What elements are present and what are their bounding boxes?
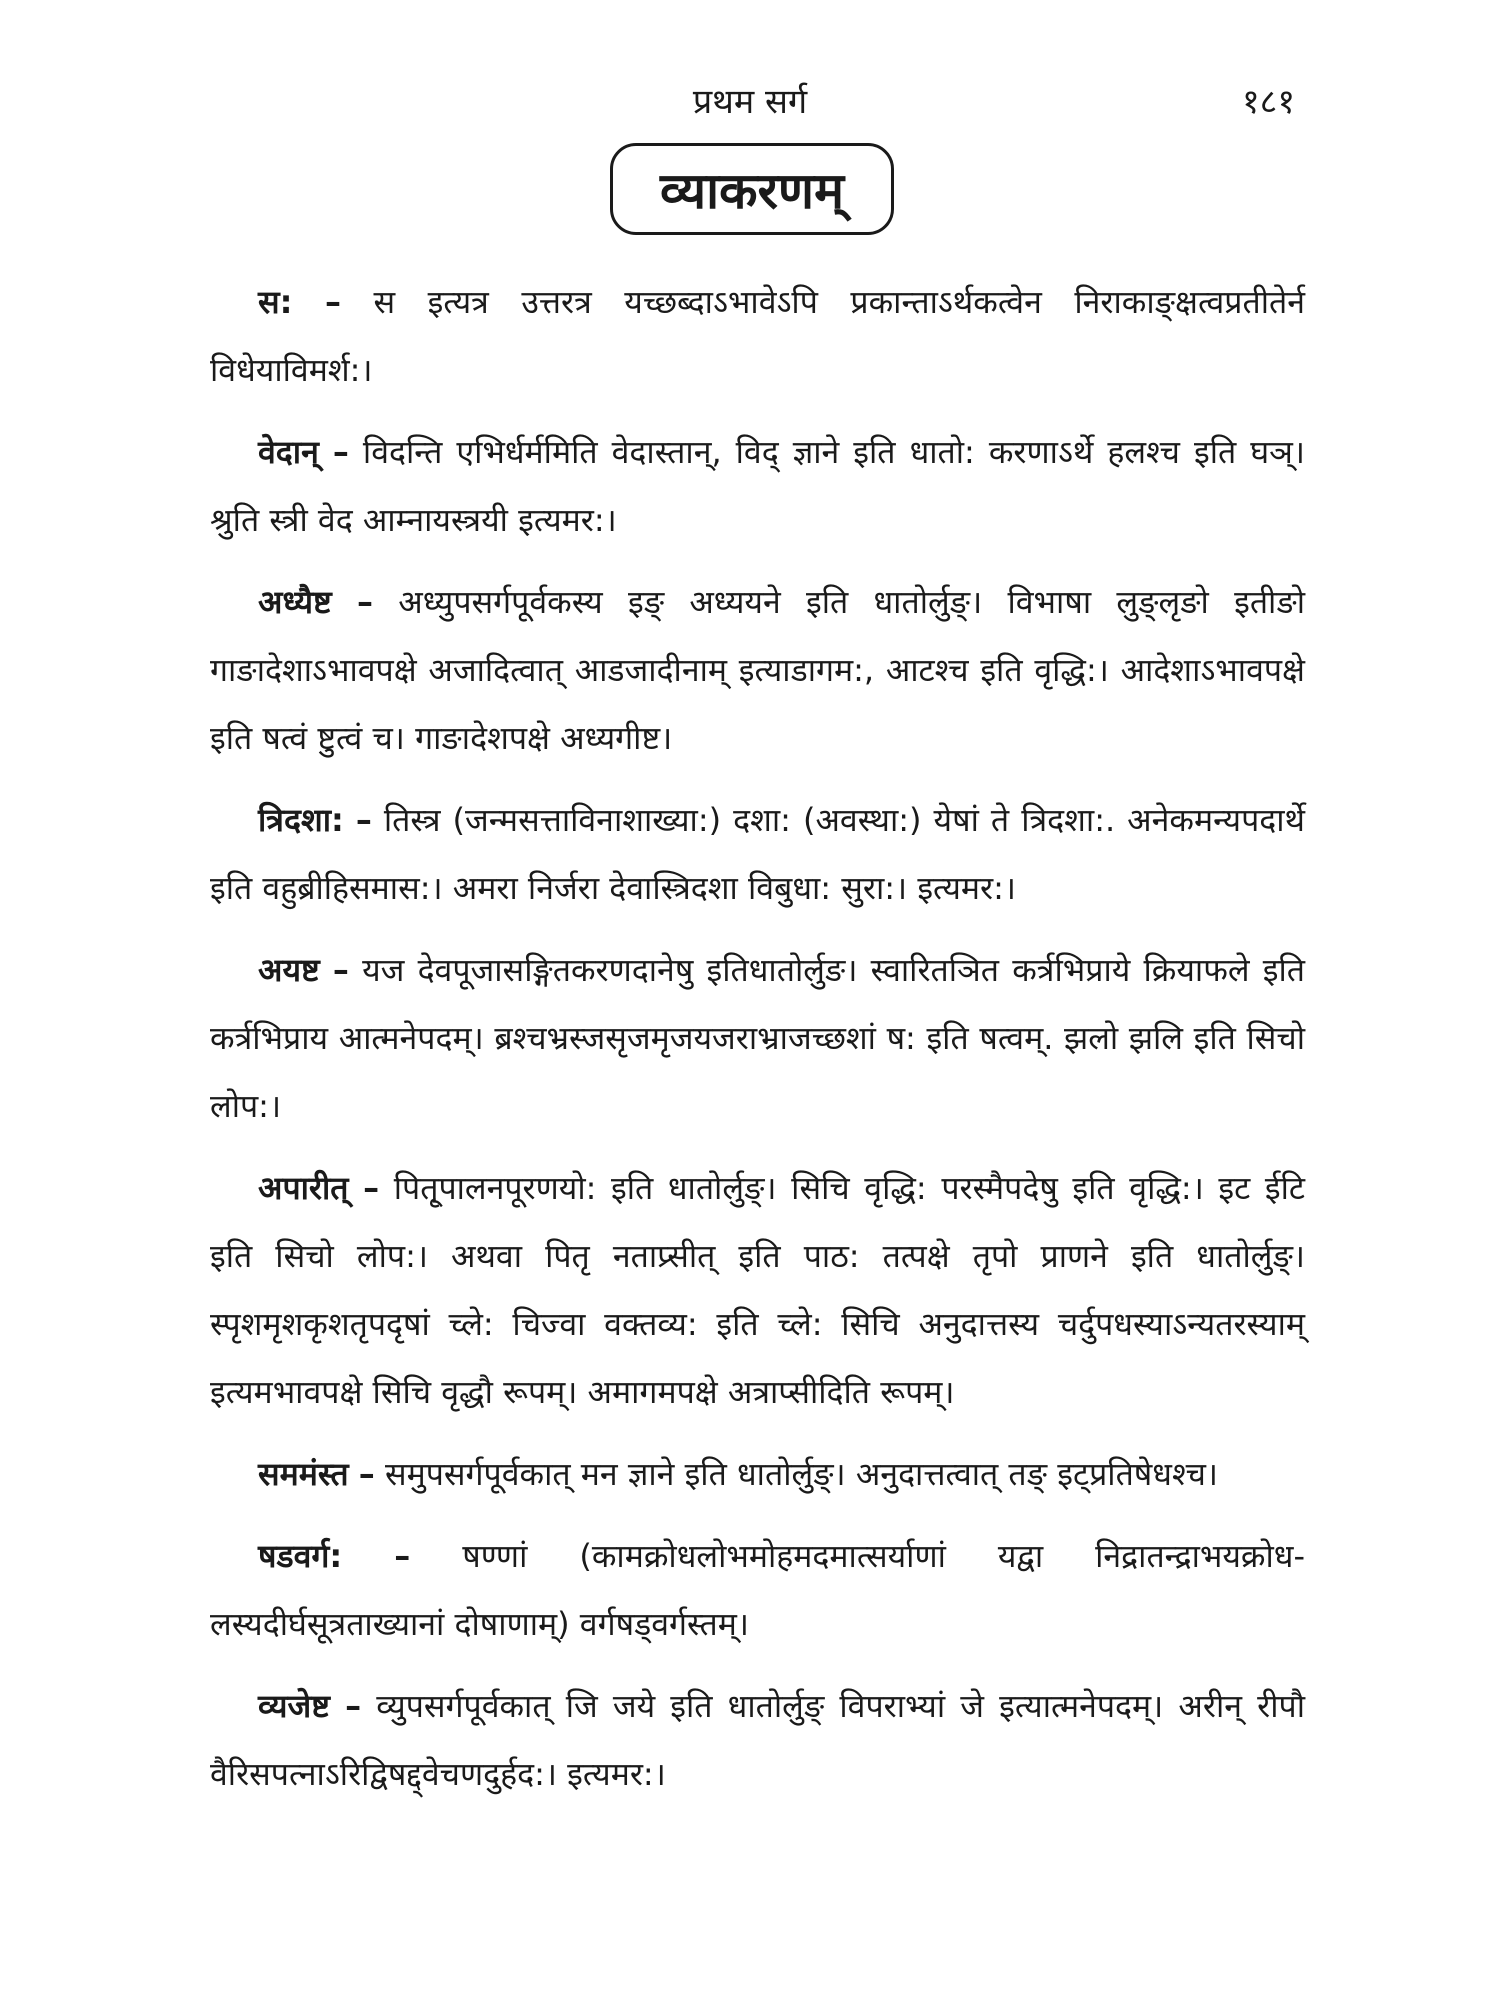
entry-shadvarga: षडवर्ग: – षण्णां (कामक्रोधलोभमोहमदमात्सर्याणां यद्वा निद्रातन्द्राभयक्रोध-लस्यदीर्घसूत्रताख्यानां दोषाणाम्) वर्गषड्वर्गस्तम्। [210,1537,1306,1643]
entry-text: षण्णां (कामक्रोधलोभमोहमदमात्सर्याणां यद्वा निद्रातन्द्राभयक्रोध-लस्यदीर्घसूत्रताख्यानां दोषाणाम्) वर्गषड्वर्गस्तम्। [210,1537,1306,1643]
entry-text: तिस्त्र (जन्मसत्ताविनाशाख्या:) दशा: (अवस्था:) येषां ते त्रिदशा:. अनेकमन्यपदार्थे इति वहुब्रीहिसमास:। अमरा निर्जरा देवास्त्रिदशा विबुधा: सुरा:। इत्यमर:। [210,801,1305,907]
entry-text: समुपसर्गपूर्वकात् मन ज्ञाने इति धातोर्लुङ्। अनुदात्तत्वात् तङ् इट्प्रतिषेधश्च। [384,1455,1219,1493]
entry-text: अध्युपसर्गपूर्वकस्य इङ् अध्ययने इति धातोर्लुङ्। विभाषा लुङ्लृङो इतीङो गाङादेशाऽभावपक्षे अजादित्वात् आडजादीनाम् इत्याडागम:, आटश्च इति वृद्धि:। आदेशाऽभावपक्षे इति षत्वं ष्टुत्वं च। गाङादेशपक्षे अध्यगीष्ट। [210,583,1306,757]
entry-aparit: अपारीत् – पितृ्पालनपूरणयो: इति धातोर्लुङ्। सिचि वृद्धि: परस्मैपदेषु इति वृद्धि:। इट ईटि इति सिचो लोप:। अथवा पितृ नताप्र्सीत् इति पाठ: तत्पक्षे तृपो प्राणने इति धातोर्लुङ्। स्पृशमृशकृशतृपदृषां च्ले: चिज्वा वक्तव्य: इति च्ले: सिचि अनुदात्तस्य चर्दुपधस्याऽन्यतरस्याम् इत्यमभावपक्षे सिचि वृद्धौ रूपम्। अमागमपक्षे अत्राप्सीदिति रूपम्। [210,1169,1306,1411]
entry-term: अध्यैष्ट [258,583,332,621]
entry-term: त्रिदशा: [258,801,344,839]
entry-term: स: [258,283,293,321]
entry-adhyaishta: अध्यैष्ट – अध्युपसर्गपूर्वकस्य इङ् अध्ययने इति धातोर्लुङ्। विभाषा लुङ्लृङो इतीङो गाङादेशाऽभावपक्षे अजादित्वात् आडजादीनाम् इत्याडागम:, आटश्च इति वृद्धि:। आदेशाऽभावपक्षे इति षत्वं ष्टुत्वं च। गाङादेशपक्षे अध्यगीष्ट। [210,583,1306,757]
entry-sah: स: – स इत्यत्र उत्तरत्र यच्छब्दाऽभावेऽपि प्रकान्ताऽर्थकत्वेन निराकाङ्क्षत्वप्रतीतेर्न विधेयाविमर्श:। [210,283,1305,389]
entry-term: षडवर्ग: [258,1537,343,1575]
entry-text: स इत्यत्र उत्तरत्र यच्छब्दाऽभावेऽपि प्रकान्ताऽर्थकत्वेन निराकाङ्क्षत्वप्रतीतेर्न विधेयाविमर्श:। [210,283,1305,389]
page-number: १८१ [1241,82,1295,122]
entry-text: विदन्ति एभिर्धर्ममिति वेदास्तान्, विद् ज्ञाने इति धातो: करणाऽर्थे हलश्च इति घञ्। श्रुति स्त्री वेद आम्नायस्त्रयी इत्यमर:। [210,433,1306,539]
entry-term: अपारीत् [258,1169,349,1207]
running-header [0,72,1500,132]
entry-term: सममंस्त [258,1455,349,1493]
entry-text: पितृ्पालनपूरणयो: इति धातोर्लुङ्। सिचि वृद्धि: परस्मैपदेषु इति वृद्धि:। इट ईटि इति सिचो लोप:। अथवा पितृ नताप्र्सीत् इति पाठ: तत्पक्षे तृपो प्राणने इति धातोर्लुङ्। स्पृशमृशकृशतृपदृषां च्ले: चिज्वा वक्तव्य: इति च्ले: सिचि अनुदात्तस्य चर्दुपधस्याऽन्यतरस्याम् इत्यमभावपक्षे सिचि वृद्धौ रूपम्। अमागमपक्षे अत्राप्सीदिति रूपम्। [210,1169,1306,1411]
entry-vyajeshta: व्यजेष्ट – व्युपसर्गपूर्वकात् जि जये इति धातोर्लुङ् विपराभ्यां जे इत्यात्मनेपदम्। अरीन् रीपौ वैरिसपत्नाऽरिद्विषद्द्वेचणदुर्हद:। इत्यमर:। [210,1687,1305,1793]
section-title-box [610,143,894,235]
entry-term: अयष्ट [258,951,320,989]
entry-tridashah: त्रिदशा: – तिस्त्र (जन्मसत्ताविनाशाख्या:) दशा: (अवस्था:) येषां ते त्रिदशा:. अनेकमन्यपदार्थे इति वहुब्रीहिसमास:। अमरा निर्जरा देवास्त्रिदशा विबुधा: सुरा:। इत्यमर:। [210,801,1305,907]
section-title: व्याकरणम् [660,162,844,220]
entry-text: व्युपसर्गपूर्वकात् जि जये इति धातोर्लुङ् विपराभ्यां जे इत्यात्मनेपदम्। अरीन् रीपौ वैरिसपत्नाऽरिद्विषद्द्वेचणदुर्हद:। इत्यमर:। [210,1687,1305,1793]
entry-term: वेदान् [258,433,319,471]
entry-samamansta: सममंस्त – समुपसर्गपूर्वकात् मन ज्ञाने इति धातोर्लुङ्। अनुदात्तत्वात् तङ् इट्प्रतिषेधश्च। [258,1455,1219,1493]
grammar-entries [210,268,1305,1822]
entry-text: यज देवपूजासङ्गितकरणदानेषु इतिधातोर्लुङ। स्वारितञित कर्त्रभिप्राये क्रियाफले इति कर्त्रभिप्राय आत्मनेपदम्। ब्रश्चभ्रस्जसृजमृजयजराभ्राजच्छशां ष: इति षत्वम्. झलो झलि इति सिचो लोप:। [210,951,1306,1125]
entry-term: व्यजेष्ट [258,1687,330,1725]
entry-vedan: वेदान् – विदन्ति एभिर्धर्ममिति वेदास्तान्, विद् ज्ञाने इति धातो: करणाऽर्थे हलश्च इति घञ्। श्रुति स्त्री वेद आम्नायस्त्रयी इत्यमर:। [210,433,1306,539]
running-title: प्रथम सर्ग [692,82,808,122]
entry-ayashta: अयष्ट – यज देवपूजासङ्गितकरणदानेषु इतिधातोर्लुङ। स्वारितञित कर्त्रभिप्राये क्रियाफले इति कर्त्रभिप्राय आत्मनेपदम्। ब्रश्चभ्रस्जसृजमृजयजराभ्राजच्छशां ष: इति षत्वम्. झलो झलि इति सिचो लोप:। [210,951,1306,1125]
